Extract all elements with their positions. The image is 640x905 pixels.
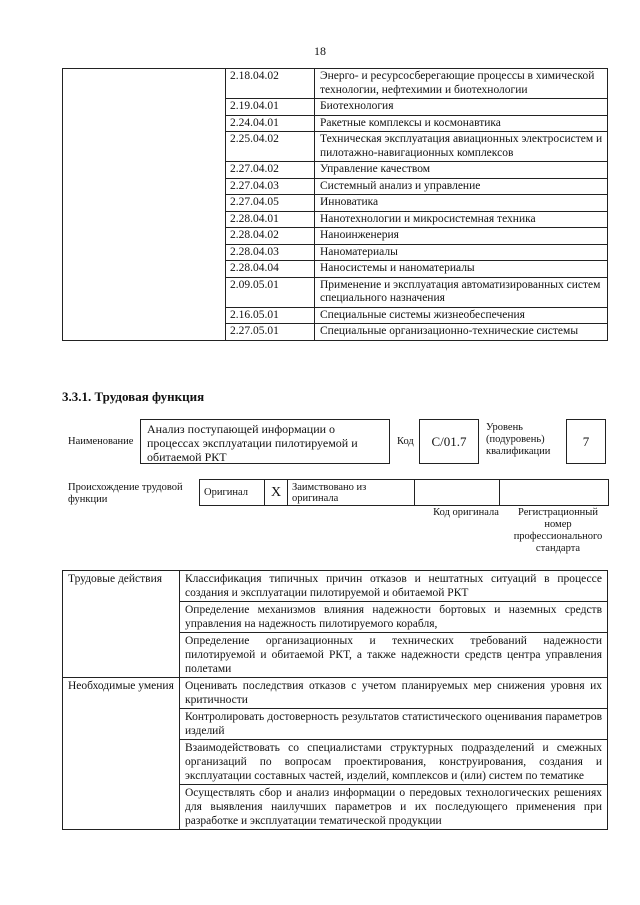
specialty-name: Специальные системы жизнеобеспечения — [315, 307, 608, 324]
specialty-code: 2.09.05.01 — [226, 277, 315, 307]
code-row — [63, 99, 608, 116]
qualification-level-label: Уровень (подуровень) квалификации — [486, 422, 551, 457]
code-row — [63, 178, 608, 195]
specialty-code: 2.19.04.01 — [226, 99, 315, 116]
specialty-name: Управление качеством — [315, 162, 608, 179]
code-row — [63, 69, 608, 99]
borrowed-label: Заимствовано из оригинала — [288, 480, 415, 506]
specialty-name: Специальные организационно-технические системы — [315, 324, 608, 341]
empty-cell — [63, 211, 226, 228]
specialty-codes-table — [62, 68, 608, 341]
category-cell — [63, 709, 180, 740]
code-row — [63, 132, 608, 162]
function-row — [63, 571, 608, 602]
category-cell — [63, 785, 180, 830]
specialty-name: Системный анализ и управление — [315, 178, 608, 195]
function-row — [63, 678, 608, 709]
code-row — [63, 244, 608, 261]
code-row — [63, 195, 608, 212]
code-label: Код — [397, 436, 414, 447]
reg-number-cell — [500, 480, 609, 506]
category-cell: Трудовые действия — [63, 571, 180, 602]
specialty-code: 2.28.04.03 — [226, 244, 315, 261]
function-code-box: C/01.7 — [419, 419, 479, 464]
function-item: Взаимодействовать со специалистами структурных подразделений и смежных организаций по вопросам проектирования, конструирования, создания и эксплуатации составных частей, изделий, комплексов и (или) систем по тематике — [180, 740, 608, 785]
original-label: Оригинал — [200, 480, 265, 506]
page-number: 18 — [314, 44, 326, 58]
empty-cell — [63, 195, 226, 212]
empty-cell — [63, 178, 226, 195]
specialty-code: 2.28.04.01 — [226, 211, 315, 228]
category-cell — [63, 633, 180, 678]
specialty-code: 2.27.04.02 — [226, 162, 315, 179]
code-row — [63, 228, 608, 245]
specialty-code: 2.28.04.02 — [226, 228, 315, 245]
qualification-level-box: 7 — [566, 419, 606, 464]
origin-code-label: Код оригинала — [433, 507, 499, 518]
specialty-code: 2.27.04.05 — [226, 195, 315, 212]
function-details-table — [62, 570, 608, 830]
origin-code-cell — [415, 480, 500, 506]
origin-label: Происхождение трудовой функции — [68, 482, 183, 505]
function-item: Осуществлять сбор и анализ информации о передовых технологических решениях для выявления наилучших параметров и их последующего применения при разработке и эксплуатации тематической продукции — [180, 785, 608, 830]
section-heading: 3.3.1. Трудовая функция — [62, 389, 205, 404]
empty-cell — [63, 277, 226, 307]
function-item: Определение механизмов влияния надежности бортовых и наземных средств управления на надежность пилотируемого корабля, — [180, 602, 608, 633]
empty-cell — [63, 99, 226, 116]
reg-number-label: Регистрационный номер профессионального стандарта — [513, 507, 603, 554]
empty-cell — [63, 69, 226, 99]
function-row — [63, 602, 608, 633]
specialty-name: Энерго- и ресурсосберегающие процессы в химической технологии, нефтехимии и биотехнологии — [315, 69, 608, 99]
empty-cell — [63, 324, 226, 341]
function-name-box: Анализ поступающей информации о процессах эксплуатации пилотируемой и обитаемой РКТ — [140, 419, 390, 464]
specialty-name: Биотехнология — [315, 99, 608, 116]
code-row — [63, 277, 608, 307]
specialty-code: 2.16.05.01 — [226, 307, 315, 324]
empty-cell — [63, 307, 226, 324]
code-row — [63, 162, 608, 179]
category-cell: Необходимые умения — [63, 678, 180, 709]
specialty-name: Наноинженерия — [315, 228, 608, 245]
specialty-code: 2.18.04.02 — [226, 69, 315, 99]
empty-cell — [63, 261, 226, 278]
specialty-name: Ракетные комплексы и космонавтика — [315, 115, 608, 132]
specialty-name: Техническая эксплуатация авиационных электросистем и пилотажно-навигационных комплексов — [315, 132, 608, 162]
name-label: Наименование — [68, 436, 134, 447]
function-row — [63, 633, 608, 678]
specialty-code: 2.25.04.02 — [226, 132, 315, 162]
empty-cell — [63, 132, 226, 162]
category-cell — [63, 602, 180, 633]
code-row — [63, 115, 608, 132]
specialty-code: 2.27.05.01 — [226, 324, 315, 341]
function-item: Оценивать последствия отказов с учетом планируемых мер снижения уровня их критичности — [180, 678, 608, 709]
original-mark: X — [265, 480, 288, 506]
function-item: Контролировать достоверность результатов статистического оценивания параметров изделий — [180, 709, 608, 740]
code-row — [63, 307, 608, 324]
origin-table — [199, 479, 609, 506]
specialty-name: Применение и эксплуатация автоматизированных систем специального назначения — [315, 277, 608, 307]
category-cell — [63, 740, 180, 785]
specialty-name: Наносистемы и наноматериалы — [315, 261, 608, 278]
empty-cell — [63, 115, 226, 132]
specialty-code: 2.28.04.04 — [226, 261, 315, 278]
code-row — [63, 261, 608, 278]
function-row — [63, 709, 608, 740]
specialty-name: Нанотехнологии и микросистемная техника — [315, 211, 608, 228]
specialty-code: 2.27.04.03 — [226, 178, 315, 195]
function-row — [63, 785, 608, 830]
function-item: Классификация типичных причин отказов и нештатных ситуаций в процессе создания и эксплуатации пилотируемой и обитаемой РКТ — [180, 571, 608, 602]
specialty-name: Инноватика — [315, 195, 608, 212]
empty-cell — [63, 162, 226, 179]
specialty-code: 2.24.04.01 — [226, 115, 315, 132]
specialty-name: Наноматериалы — [315, 244, 608, 261]
code-row — [63, 324, 608, 341]
empty-cell — [63, 244, 226, 261]
empty-cell — [63, 228, 226, 245]
code-row — [63, 211, 608, 228]
function-row — [63, 740, 608, 785]
function-item: Определение организационных и технических требований надежности пилотируемой и обитаемой РКТ, а также надежности средств центра управления полетами — [180, 633, 608, 678]
